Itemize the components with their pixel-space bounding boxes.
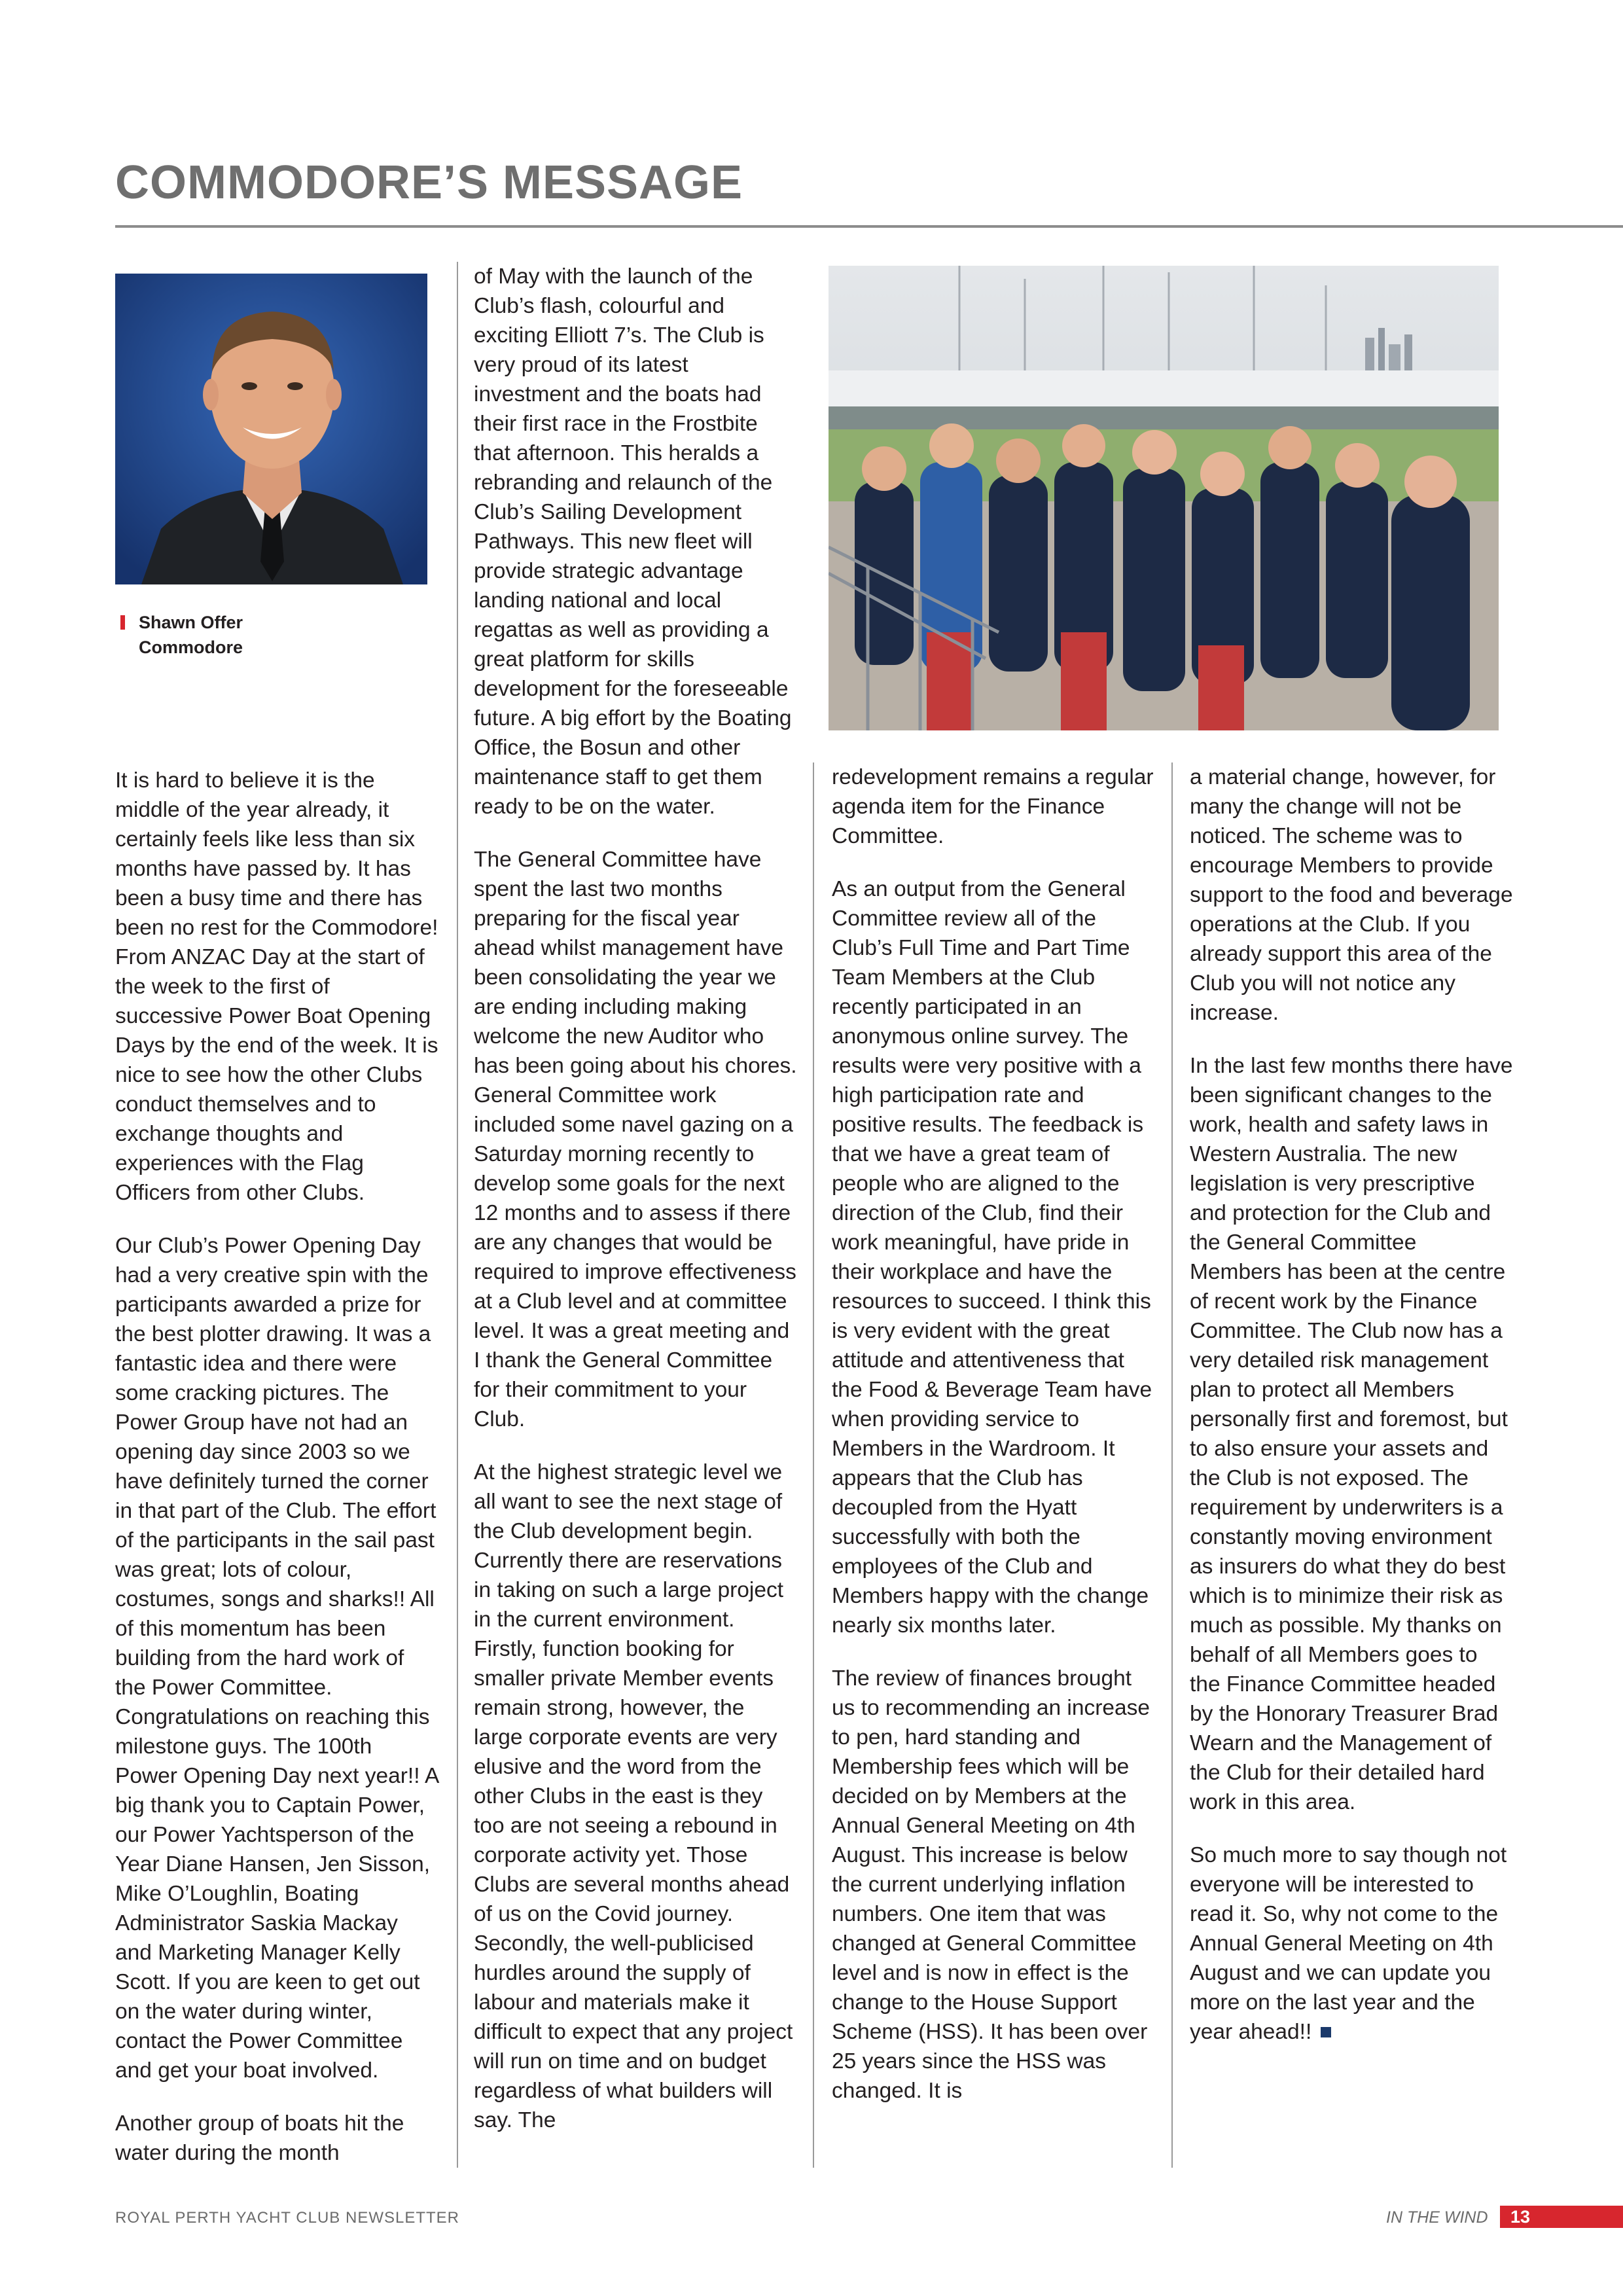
paragraph: It is hard to believe it is the middle of the year already, it certainly feels like less than six months have passed by. It has been a busy time and there has been no rest for the Commodore! From ANZAC Day at the start of the week to the first of successive Power Boat Opening Days by the end of the week. It is nice to see how the other Clubs conduct themselves and to exchange thoughts and experiences with the Flag Officers from other Clubs. <box>115 768 438 1205</box>
paragraph: As an output from the General Committee review all of the Club’s Full Time and Part Time Team Members at the Club recently participated in an anonymous online survey. The results were very positive with a high participation rate and positive results. The feedback is that we have a great team of people who are aligned to the direction of the Club, find their work meaningful, have pride in their workplace and have the resources to succeed. I think this is very evident with the great attitude and attentiveness that the Food & Beverage Team have when providing service to Members in the Wardroom. It appears that the Club has decoupled from the Hyatt successfully with both the employees of the Club and Members happy with the change nearly six months later. <box>832 877 1152 1638</box>
page-title: COMMODORE’S MESSAGE <box>115 156 743 209</box>
committee-group-photo <box>829 266 1499 730</box>
paragraph: of May with the launch of the Club’s flash, colourful and exciting Elliott 7’s. The Club is very proud of its latest investment and the boats had their first race in the Frostbite that afternoon. This heralds a rebranding and relaunch of the Club’s Sailing Development Pathways. This new fleet will provide strategic advantage landing national and local regattas as well as providing a great platform for skills development for the foreseeable future. A big effort by the Boating Office, the Bosun and other maintenance staff to get them ready to be on the water. <box>474 264 792 819</box>
end-of-article-mark <box>1321 2027 1331 2037</box>
portrait-caption <box>120 610 243 660</box>
paragraph: Our Club’s Power Opening Day had a very creative spin with the participants awarded a prize for the best plotter drawing. It was a fantastic idea and there were some cracking pictures. The Power Group have not had an opening day since 2003 so we have definitely turned the corner in that part of the Club. The effort of the participants in the sail past was great; lots of colour, costumes, songs and sharks!! All of this momentum has been building from the hard work of the Power Committee. Congratulations on reaching this milestone guys. The 100th Power Opening Day next year!! A big thank you to Captain Power, our Power Yachtsperson of the Year Diane Hansen, Jen Sisson, Mike O’Loughlin, Boating Administrator Saskia Mackay and Marketing Manager Kelly Scott. If you are keen to get out on the water during winter, contact the Power Committee and get your boat involved. <box>115 1234 438 2083</box>
paragraph: At the highest strategic level we all want to see the next stage of the Club development begin. Currently there are reservations in taking on such a large project in the current environment. Firstly, function booking for smaller private Member events remain strong, however, the large corporate events are very elusive and the word from the other Clubs in the east is they too are not seeing a rebound in corporate activity yet. Those Clubs are several months ahead of us on the Covid journey. Secondly, the well-publicised hurdles around the supply of labour and materials make it difficult to expect that any project will run on time and on budget regardless of what builders will say. The <box>474 1460 793 2132</box>
column-divider <box>813 762 814 2168</box>
title-divider <box>115 225 1623 228</box>
paragraph-text: So much more to say though not everyone will be interested to read it. So, why not come to the Annual General Meeting on 4th August and we can update you more on the last year and the year ahead!! <box>1190 1843 1507 2044</box>
column-divider <box>1171 762 1173 2168</box>
column-divider <box>457 262 458 2168</box>
caption-name: Shawn Offer <box>139 613 243 632</box>
page-number: 13 <box>1510 2207 1531 2227</box>
paragraph: Another group of boats hit the water during the month <box>115 2111 404 2165</box>
caption-role: Commodore <box>139 637 243 657</box>
paragraph: redevelopment remains a regular agenda item for the Finance Committee. <box>832 765 1154 848</box>
article-column-3 <box>832 762 1156 2129</box>
paragraph: a material change, however, for many the change will not be noticed. The scheme was to encourage Members to provide support to the food and beverage operations at the Club. If you already support this area of the Club you will not notice any increase. <box>1190 765 1513 1025</box>
paragraph: The General Committee have spent the last two months preparing for the fiscal year ahead whilst management have been consolidating the year we are ending including making welcome the new Auditor who has been going about his chores. General Committee work included some navel gazing on a Saturday morning recently to develop some goals for the next 12 months and to assess if there are any changes that would be required to improve effectiveness at a Club level and at committee level. It was a great meeting and I thank the General Committee for their commitment to your Club. <box>474 848 797 1431</box>
page-number-tab <box>1500 2206 1623 2228</box>
article-column-2 <box>474 262 798 2159</box>
paragraph: The review of finances brought us to recommending an increase to pen, hard standing and Membership fees which will be decided on by Members at the Annual General Meeting on 4th August. This increase is below the current underlying inflation numbers. One item that was changed at General Committee level and is now in effect is the change to the House Support Scheme (HSS). It has been over 25 years since the HSS was changed. It is <box>832 1666 1150 2103</box>
caption-marker <box>120 615 125 630</box>
paragraph: In the last few months there have been significant changes to the work, health and safety laws in Western Australia. The new legislation is very prescriptive and protection for the Club and the General Committee Members has been at the centre of recent work by the Finance Committee. The Club now has a very detailed risk management plan to protect all Members personally first and foremost, but to also ensure your assets and the Club is not exposed. The requirement by underwriters is a constantly moving environment as insurers do what they do best which is to minimize their risk as much as possible. My thanks on behalf of all Members goes to the Finance Committee headed by the Honorary Treasurer Brad Wearn and the Management of the Club for their detailed hard work in this area. <box>1190 1054 1513 1814</box>
final-paragraph <box>1190 1840 1514 2047</box>
commodore-portrait <box>115 274 427 584</box>
article-column-4 <box>1190 762 1514 2070</box>
footer-publication: ROYAL PERTH YACHT CLUB NEWSLETTER <box>115 2209 459 2227</box>
article-column-1 <box>115 766 439 2191</box>
footer-section: IN THE WIND <box>1386 2208 1488 2227</box>
